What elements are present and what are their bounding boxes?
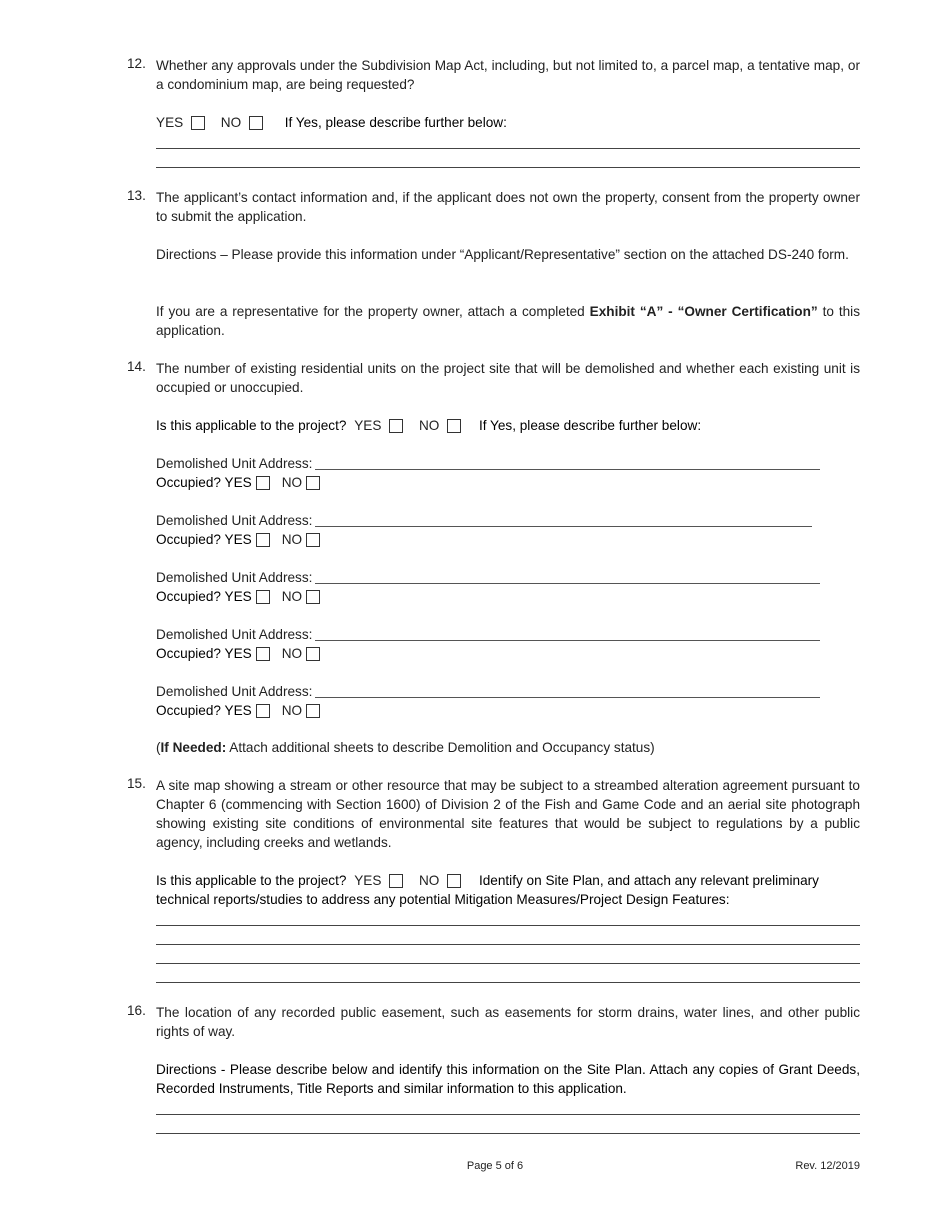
q15-applicable-label: Is this applicable to the project? [156,873,347,888]
occupied-no-checkbox[interactable] [306,476,320,490]
occupied-yes-checkbox[interactable] [256,647,270,661]
q12-yes-checkbox[interactable] [191,116,205,130]
q15-followup-line2: technical reports/studies to address any potential Mitigation Measures/Project Design Features: [156,892,730,907]
q15-followup-line1: Identify on Site Plan, and attach any relevant preliminary [478,873,819,888]
occupied-label: Occupied? YES [156,703,252,718]
q15-answer-line-3[interactable] [156,963,860,964]
q16-text: The location of any recorded public easement, such as easements for storm drains, water lines, and other public rights of way. [156,1005,860,1039]
occupied-no-label: NO [281,475,303,490]
demolished-unit-entry [156,454,820,492]
q14-applicable-row [156,416,701,435]
occupied-no-checkbox[interactable] [306,647,320,661]
unit-address-field[interactable] [315,469,820,470]
q15-text: A site map showing a stream or other resource that may be subject to a streambed alteration agreement pursuant to Chapter 6 (commencing with Section 1600) of Division 2 of the Fish and Game Code and an aerial site photograph showing existing site conditions of environmental site features that would be subject to regulations by a public agency, including creeks and wetlands. [156,778,860,850]
q15-number: 15. [127,776,146,791]
unit-address-field[interactable] [315,697,820,698]
demolished-unit-entry [156,625,820,663]
q14-additional-sheets-note [156,738,655,757]
occupied-no-checkbox[interactable] [306,704,320,718]
occupied-yes-checkbox[interactable] [256,590,270,604]
q14-followup: If Yes, please describe further below: [478,418,702,433]
q15-answer-line-1[interactable] [156,925,860,926]
occupied-no-label: NO [281,589,303,604]
q15-answer-line-2[interactable] [156,944,860,945]
q14-no-label: NO [418,418,440,433]
q13-rep-before: If you are a representative for the property owner, attach a completed [156,304,590,319]
unit-address-label: Demolished Unit Address: [156,627,313,642]
unit-address-label: Demolished Unit Address: [156,456,313,471]
q14-note-text: Attach additional sheets to describe Demolition and Occupancy status) [226,740,655,755]
occupied-yes-checkbox[interactable] [256,476,270,490]
q16-answer-line-2[interactable] [156,1133,860,1134]
q14-number: 14. [127,359,146,374]
demolished-unit-entry [156,511,812,549]
unit-address-field[interactable] [315,526,812,527]
q14-applicable-label: Is this applicable to the project? [156,418,347,433]
occupied-label: Occupied? YES [156,646,252,661]
q14-yes-label: YES [354,418,382,433]
occupied-label: Occupied? YES [156,532,252,547]
page-number: Page 5 of 6 [466,1160,524,1172]
occupied-no-label: NO [281,703,303,718]
occupied-no-label: NO [281,646,303,661]
q16-directions: Directions - Please describe below and identify this information on the Site Plan. Attach any copies of Grant Deeds, Recorded Instruments, Title Reports and similar information to this application. [156,1062,860,1096]
q15-applicable-row [156,871,819,890]
q14-note-bold: If Needed: [160,740,227,755]
q15-no-checkbox[interactable] [447,874,461,888]
q12-text: Whether any approvals under the Subdivision Map Act, including, but not limited to, a parcel map, a tentative map, or a condominium map, are being requested? [156,58,860,92]
q16-answer-line-1[interactable] [156,1114,860,1115]
q14-note-open: ( [156,740,161,755]
occupied-no-label: NO [281,532,303,547]
unit-address-label: Demolished Unit Address: [156,684,313,699]
q15-yes-label: YES [354,873,382,888]
occupied-no-checkbox[interactable] [306,590,320,604]
q12-answer-line-1[interactable] [156,148,860,149]
occupied-yes-checkbox[interactable] [256,533,270,547]
q13-rep-after: to this application. [156,304,860,338]
q15-no-label: NO [418,873,440,888]
q12-no-checkbox[interactable] [249,116,263,130]
q13-representative-note [156,302,860,340]
unit-address-label: Demolished Unit Address: [156,570,313,585]
q13-directions: Directions – Please provide this information under “Applicant/Representative” section on the attached DS-240 form. [156,247,849,262]
q15-answer-line-4[interactable] [156,982,860,983]
occupied-yes-checkbox[interactable] [256,704,270,718]
demolished-unit-entry [156,682,820,720]
unit-address-field[interactable] [315,583,820,584]
q12-yes-label: YES [156,115,184,130]
q12-answer-row [156,113,507,132]
q14-text: The number of existing residential units on the project site that will be demolished and whether each existing unit is occupied or unoccupied. [156,361,860,395]
unit-address-field[interactable] [315,640,820,641]
q15-yes-checkbox[interactable] [389,874,403,888]
q13-exhibit-a: Exhibit “A” - “Owner Certification” [589,304,818,319]
q12-number: 12. [127,56,146,71]
unit-address-label: Demolished Unit Address: [156,513,313,528]
revision-date: Rev. 12/2019 [795,1160,860,1172]
q12-no-label: NO [220,115,242,130]
occupied-no-checkbox[interactable] [306,533,320,547]
q16-number: 16. [127,1003,146,1018]
q12-answer-line-2[interactable] [156,167,860,168]
q13-text: The applicant’s contact information and, if the applicant does not own the property, consent from the property owner to submit the application. [156,190,860,224]
demolished-unit-entry [156,568,820,606]
q14-no-checkbox[interactable] [447,419,461,433]
q12-followup: If Yes, please describe further below: [284,115,507,130]
occupied-label: Occupied? YES [156,475,252,490]
q14-yes-checkbox[interactable] [389,419,403,433]
q13-number: 13. [127,188,146,203]
occupied-label: Occupied? YES [156,589,252,604]
